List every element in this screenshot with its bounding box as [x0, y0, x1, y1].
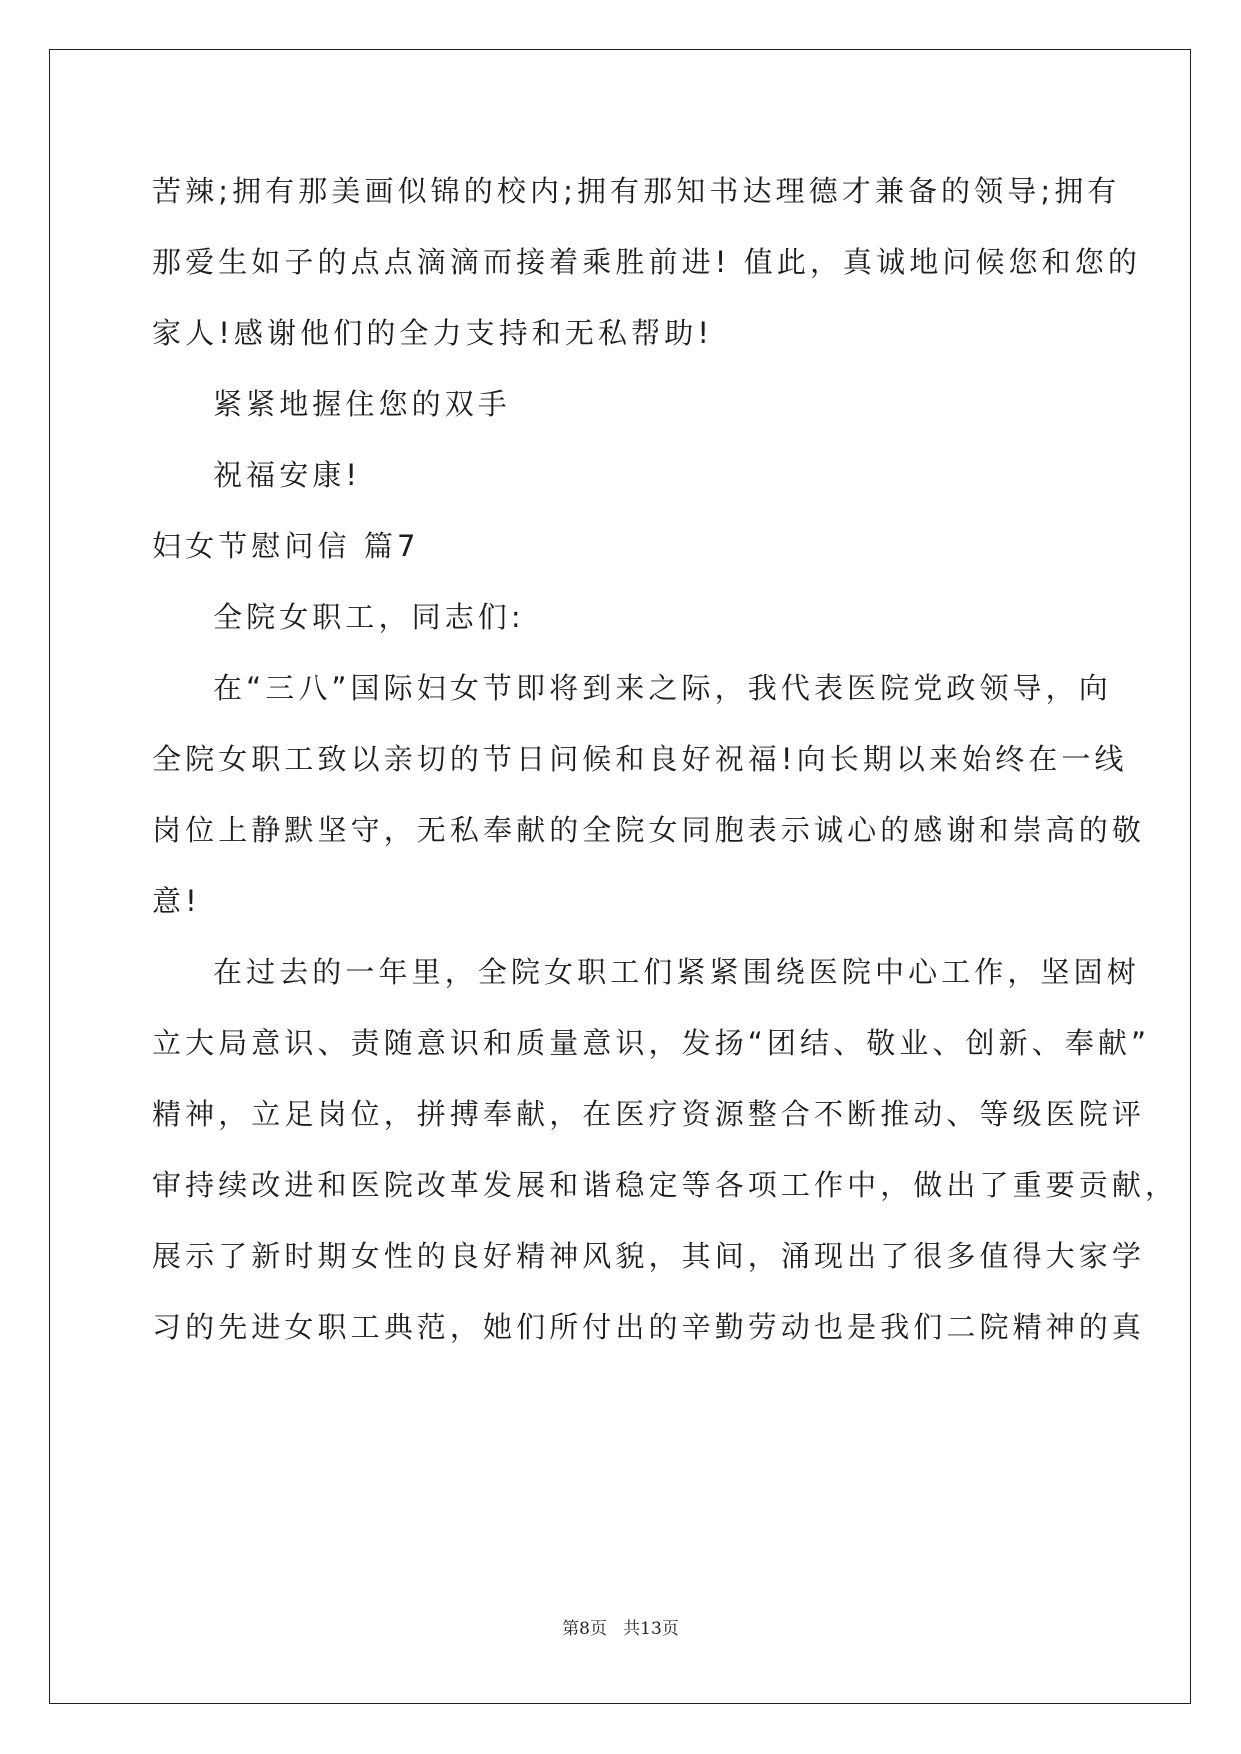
paragraph-2-line-2: 立大局意识、责随意识和质量意识，发扬“团结、敬业、创新、奉献”	[152, 1026, 1151, 1060]
closing-wish: 祝福安康!	[213, 458, 362, 492]
paragraph-2-line-5: 展示了新时期女性的良好精神风貌，其间，涌现出了很多值得大家学	[152, 1239, 1146, 1273]
paragraph-1-line-2: 全院女职工致以亲切的节日问候和良好祝福!向长期以来始终在一线	[152, 742, 1128, 776]
body-line-1: 苦辣;拥有那美画似锦的校内;拥有那知书达理德才兼备的领导;拥有	[152, 174, 1121, 208]
paragraph-1-line-3: 岗位上静默坚守，无私奉献的全院女同胞表示诚心的感谢和崇高的敬	[152, 813, 1146, 847]
salutation: 全院女职工，同志们:	[213, 600, 525, 634]
closing-line: 紧紧地握住您的双手	[213, 387, 511, 421]
body-line-3: 家人!感谢他们的全力支持和无私帮助!	[152, 316, 714, 350]
body-line-2: 那爱生如子的点点滴滴而接着乘胜前进! 值此，真诚地问候您和您的	[152, 245, 1141, 279]
paragraph-2-line-6: 习的先进女职工典范，她们所付出的辛勤劳动也是我们二院精神的真	[152, 1310, 1146, 1344]
section-heading: 妇女节慰问信 篇7	[152, 529, 420, 563]
paragraph-2-line-3: 精神，立足岗位，拼搏奉献，在医疗资源整合不断推动、等级医院评	[152, 1097, 1146, 1131]
page-border	[49, 49, 1191, 1704]
page-number-footer: 第8页 共13页	[562, 1619, 679, 1639]
paragraph-1-line-4: 意!	[152, 884, 201, 918]
paragraph-2-line-1: 在过去的一年里，全院女职工们紧紧围绕医院中心工作，坚固树	[213, 955, 1140, 989]
paragraph-1-line-1: 在“三八”国际妇女节即将到来之际，我代表医院党政领导，向	[213, 671, 1112, 705]
paragraph-2-line-4: 审持续改进和医院改革发展和谐稳定等各项工作中，做出了重要贡献，	[152, 1168, 1179, 1202]
